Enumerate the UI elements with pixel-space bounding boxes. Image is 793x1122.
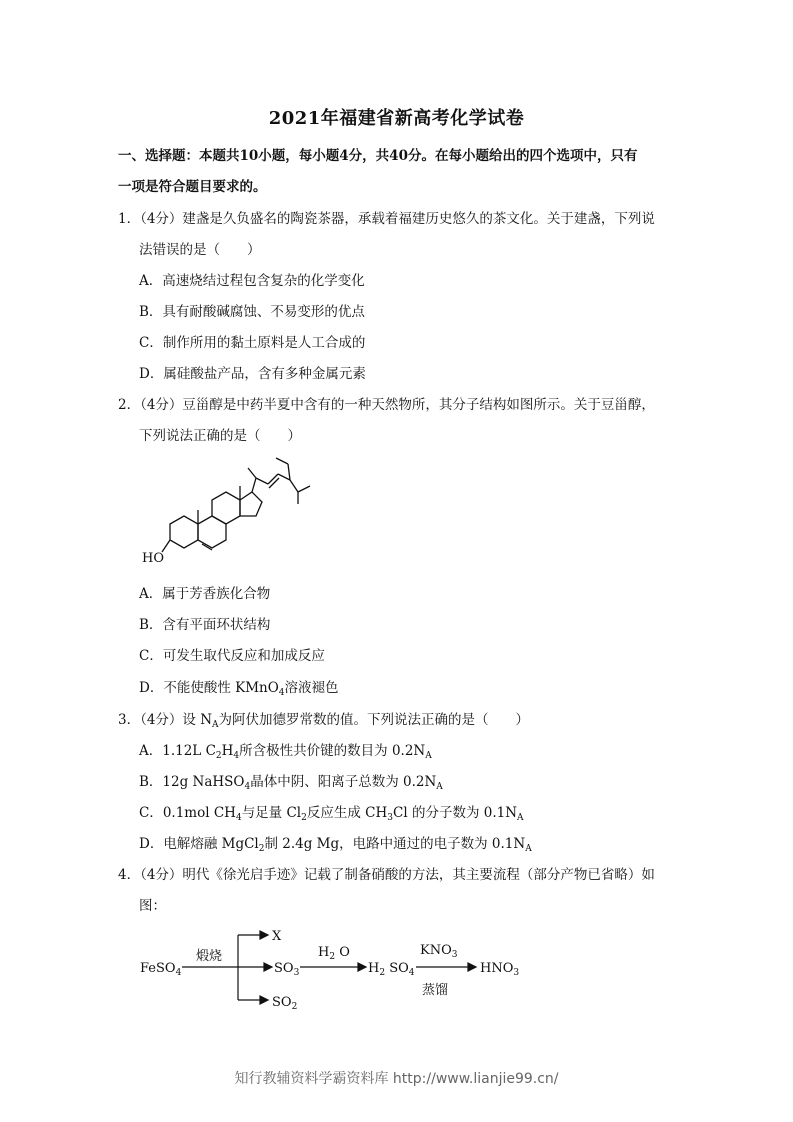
flow-feso4: FeSO$_4$: [140, 961, 182, 978]
q4-stem-line2: 图：: [139, 898, 166, 914]
q2-option-d: D．不能使酸性 KMnO$_4$溶液褪色: [139, 680, 339, 698]
q2-stem-line1: 2．（4分）豆甾醇是中药半夏中含有的一种天然物所，其分子结构如图所示。关于豆甾醇，: [118, 397, 655, 413]
q1-option-c: C．制作所用的黏土原料是人工合成的: [139, 335, 366, 351]
flow-calcination-label: 煅烧: [196, 949, 223, 964]
flow-h2so4: $H_2$ $SO_4$: [368, 961, 415, 978]
nitric-acid-flow-diagram: [138, 922, 528, 1018]
flow-distillation-label: 蒸馏: [422, 983, 449, 998]
q2-option-a: A．属于芳香族化合物: [139, 586, 271, 602]
q4-stem-line1: 4．（4分）明代《徐光启手迹》记载了制备硝酸的方法，其主要流程（部分产物已省略）如: [118, 867, 655, 883]
q1-option-b: B．具有耐酸碱腐蚀、不易变形的优点: [139, 304, 365, 320]
q2-option-b: B．含有平面环状结构: [139, 617, 271, 633]
q3-option-a: A．1.12L $C_2H_4$所含极性共价键的数目为 $0.2N_A$: [139, 743, 432, 761]
q3-option-b: B．12g NaHSO$_4$晶体中阴、阳离子总数为 $0.2N_A$: [139, 774, 443, 792]
flow-so2: $SO_2$: [272, 995, 298, 1012]
section-heading-line1: 一、选择题：本题共10小题，每小题4分，共40分。在每小题给出的四个选项中，只有: [118, 148, 638, 164]
q1-stem-line1: 1．（4分）建盏是久负盛名的陶瓷茶器，承载着福建历史悠久的茶文化。关于建盏，下列说: [118, 211, 655, 227]
flow-hno3: $HNO_3$: [480, 961, 520, 978]
q1-stem-line2: 法错误的是（ ）: [139, 242, 261, 258]
q1-option-a: A．高速烧结过程包含复杂的化学变化: [139, 273, 365, 289]
q3-stem: 3．（4分）设 $N_A$为阿伏加德罗常数的值。下列说法正确的是（ ）: [118, 712, 530, 730]
stigmasterol-structure: [140, 452, 320, 570]
structure-ho-label: HO: [142, 551, 164, 566]
q1-option-d: D．属硅酸盐产品，含有多种金属元素: [139, 366, 366, 382]
flow-so3: $SO_3$: [274, 961, 300, 978]
flow-product-x: X: [272, 929, 282, 944]
section-heading-line2: 一项是符合题目要求的。: [118, 179, 267, 195]
q2-option-c: C．可发生取代反应和加成反应: [139, 648, 325, 664]
flow-kno3-label: $KNO_3$: [420, 943, 458, 960]
exam-title: 2021年福建省新高考化学试卷: [268, 108, 525, 129]
q2-stem-line2: 下列说法正确的是（ ）: [139, 428, 301, 444]
page-footer-watermark: 知行教辅资料学霸资料库 http://www.lianjie99.cn/: [234, 1071, 559, 1087]
q3-option-c: C．0.1mol $CH_4$与足量 $Cl_2$反应生成 $CH_3Cl$ 的分子数为 $0.1N_A$: [139, 805, 524, 823]
flow-water-label: $H_2$ O: [318, 945, 350, 962]
q3-option-d: D．电解熔融 MgCl$_2$制 2.4g Mg，电路中通过的电子数为 $0.1N_A$: [139, 836, 532, 854]
